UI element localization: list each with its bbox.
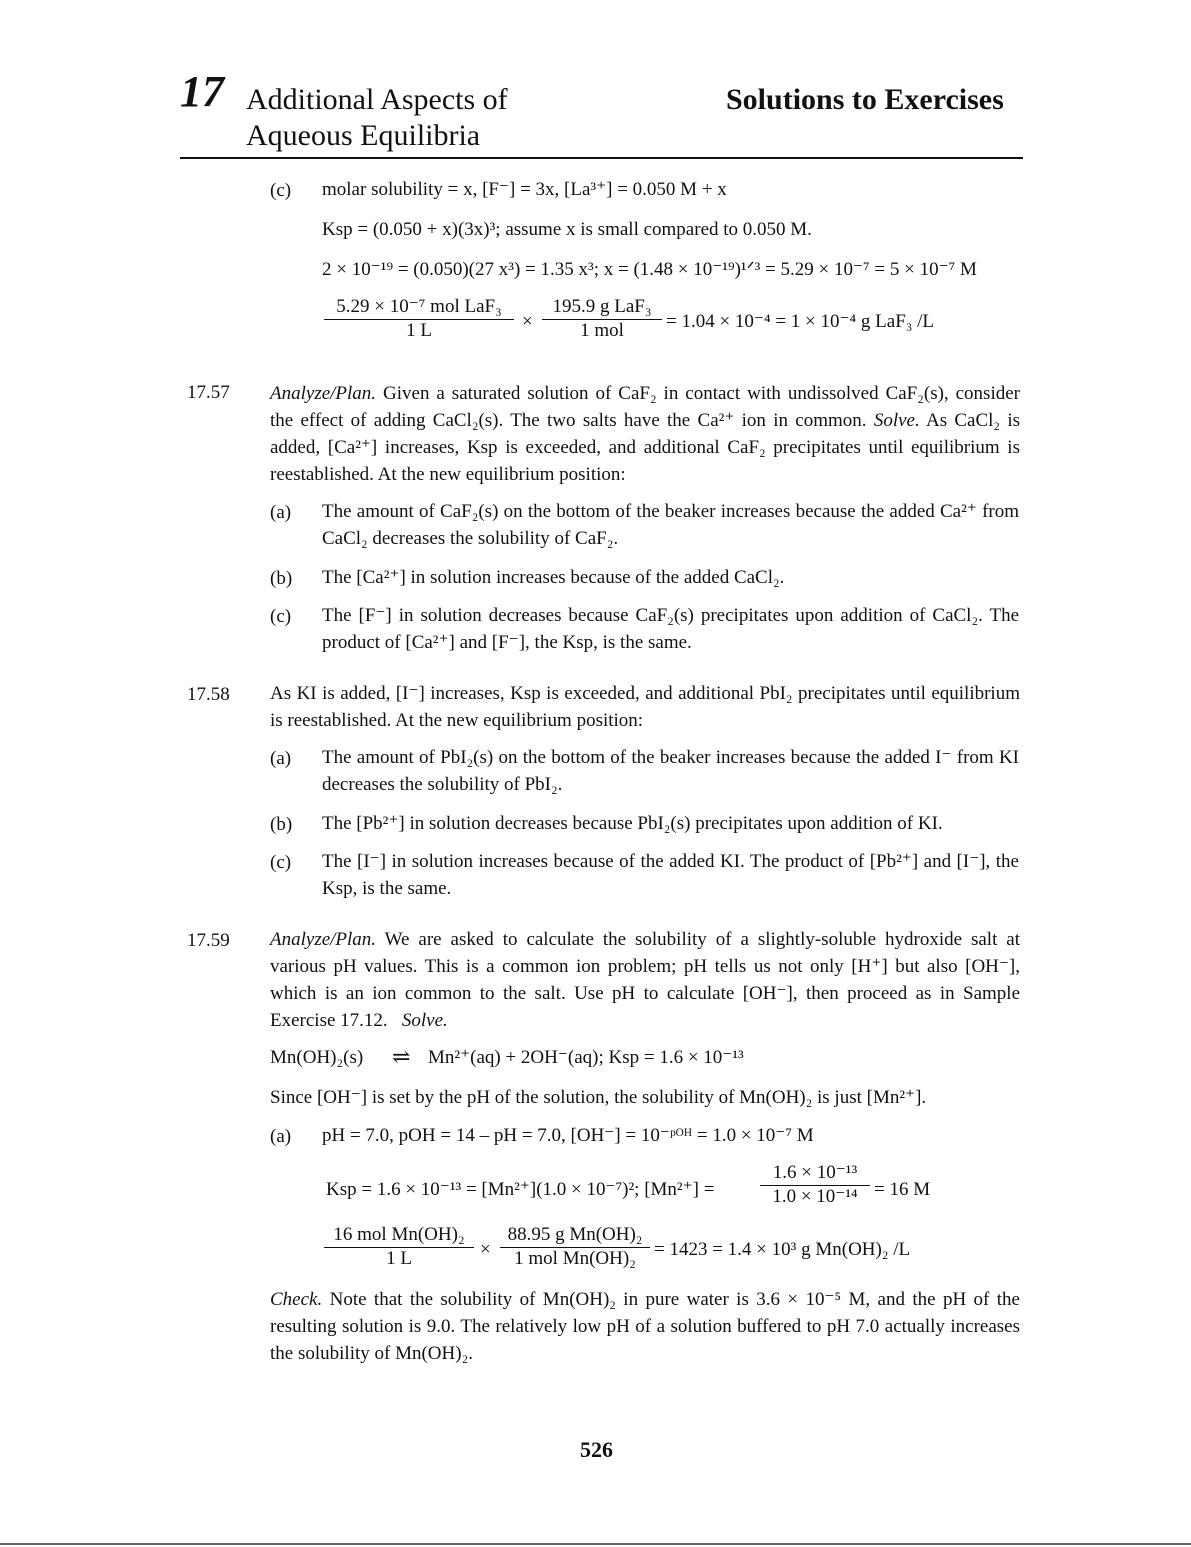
ex57-c-text: The [F⁻] in solution decreases because CaF₂(s) precipitates upon addition of CaCl₂. The product of [Ca²⁺] and [F⁻], the Ksp, is the same. <box>322 605 1019 653</box>
fraction-numerator: 1.6 × 10⁻¹³ <box>760 1162 870 1186</box>
mn-conc-result: = 16 M <box>874 1179 931 1200</box>
fraction-numerator: 88.95 g Mn(OH)₂ <box>500 1224 650 1248</box>
mnoh2-result: = 1423 = 1.4 × 10³ g Mn(OH)₂ /L <box>654 1239 911 1260</box>
ex57-b-label: (b) <box>270 568 293 589</box>
page-number: 526 <box>580 1437 613 1462</box>
ex58-a-label: (a) <box>270 748 292 769</box>
fraction-numerator: 16 mol Mn(OH)₂ <box>324 1224 474 1248</box>
ex57-c-label: (c) <box>270 606 292 627</box>
solve-label: Solve. <box>873 410 920 431</box>
ph-line: pH = 7.0, pOH = 14 – pH = 7.0, [OH⁻] = 10⁻ᵖᴼᴴ = 1.0 × 10⁻⁷ M <box>322 1125 814 1146</box>
equation-left: Mn(OH)₂(s) <box>270 1047 364 1068</box>
solve-label: Solve. <box>401 1010 448 1031</box>
times-sign: × <box>480 1239 491 1260</box>
fraction-mnoh2-mass <box>500 1224 650 1270</box>
fraction-denominator: 1.0 × 10⁻¹⁴ <box>772 1186 858 1207</box>
analyze-plan-label: Analyze/Plan. <box>270 383 377 404</box>
fraction-numerator: 195.9 g LaF₃ <box>542 296 662 320</box>
ex57-intro <box>270 380 1020 488</box>
c-line2: Ksp = (0.050 + x)(3x)³; assume x is small compared to 0.050 M. <box>322 219 812 240</box>
fraction-laf3-moles <box>324 296 514 342</box>
ex58-c-text: The [I⁻] in solution increases because of the added KI. The product of [Pb²⁺] and [I⁻], the Ksp, is the same. <box>322 851 1019 899</box>
header-rule <box>180 157 1023 159</box>
ex57-a-text: The amount of CaF₂(s) on the bottom of the beaker increases because the added Ca²⁺ from CaCl₂ decreases the solubility of CaF₂. <box>322 501 1019 549</box>
c-line1: molar solubility = x, [F⁻] = 3x, [La³⁺] = 0.050 M + x <box>322 179 727 200</box>
ex57-solve-text: As CaCl₂ is added, [Ca²⁺] increases, Ksp is exceeded, and additional CaF₂ precipitates until equilibrium is reestablished. At the new equilibrium position: <box>270 410 1021 485</box>
check-paragraph <box>270 1286 1020 1367</box>
section-title: Solutions to Exercises <box>726 83 1004 116</box>
ex58-b-text: The [Pb²⁺] in solution decreases because PbI₂(s) precipitates upon addition of KI. <box>322 813 943 834</box>
equilibrium-arrow-icon: ⇌ <box>392 1044 411 1069</box>
equation-right: Mn²⁺(aq) + 2OH⁻(aq); Ksp = 1.6 × 10⁻¹³ <box>428 1047 744 1068</box>
exercise-number: 17.57 <box>187 382 230 403</box>
check-label: Check. <box>270 1289 323 1310</box>
laf3-result: = 1.04 × 10⁻⁴ = 1 × 10⁻⁴ g LaF₃ /L <box>666 311 935 332</box>
chapter-title-line1: Additional Aspects of <box>246 83 508 116</box>
ex57-intro-text: Given a saturated solution of CaF₂ in contact with undissolved CaF₂(s), consider the effect of adding CaCl₂(s). The two salts have the Ca²⁺ ion in common. <box>270 383 1020 431</box>
fraction-laf3-mass <box>542 296 662 342</box>
times-sign: × <box>522 311 533 332</box>
fraction-denominator: 1 L <box>406 320 432 341</box>
ksp-line: Ksp = 1.6 × 10⁻¹³ = [Mn²⁺](1.0 × 10⁻⁷)²; [Mn²⁺] = <box>326 1179 715 1200</box>
ex58-a-text: The amount of PbI₂(s) on the bottom of the beaker increases because the added I⁻ from KI decreases the solubility of PbI₂. <box>322 747 1019 795</box>
page-bottom-edge <box>0 1543 1191 1545</box>
fraction-mnoh2-moles <box>324 1224 474 1270</box>
chapter-number: 17 <box>180 67 224 116</box>
ex59-intro <box>270 926 1020 1034</box>
fraction-denominator: 1 L <box>386 1248 412 1269</box>
exercise-number: 17.59 <box>187 930 230 951</box>
c-line3: 2 × 10⁻¹⁹ = (0.050)(27 x³) = 1.35 x³; x = (1.48 × 10⁻¹⁹)¹ᐟ³ = 5.29 × 10⁻⁷ = 5 × 10⁻⁷ M <box>322 259 977 280</box>
c-label: (c) <box>270 180 292 201</box>
check-text: Note that the solubility of Mn(OH)₂ in pure water is 3.6 × 10⁻⁵ M, and the pH of the resulting solution is 9.0. The relatively low pH of a solution buffered to pH 7.0 actually increases the solubility of Mn(OH)₂. <box>270 1289 1020 1364</box>
ex58-intro: As KI is added, [I⁻] increases, Ksp is exceeded, and additional PbI₂ precipitates until equilibrium is reestablished. At the new equilibrium position: <box>270 683 1020 731</box>
ex57-b-text: The [Ca²⁺] in solution increases because of the added CaCl₂. <box>322 567 785 588</box>
fraction-mn-conc <box>760 1162 870 1208</box>
fraction-numerator: 5.29 × 10⁻⁷ mol LaF₃ <box>324 296 514 320</box>
analyze-plan-label: Analyze/Plan. <box>270 929 377 950</box>
exercise-number: 17.58 <box>187 684 230 705</box>
ex58-c-label: (c) <box>270 852 292 873</box>
ex58-b-label: (b) <box>270 814 293 835</box>
fraction-denominator: 1 mol <box>580 320 624 341</box>
since-sentence: Since [OH⁻] is set by the pH of the solution, the solubility of Mn(OH)₂ is just [Mn²⁺]. <box>270 1087 927 1108</box>
ex59-intro-text: We are asked to calculate the solubility of a slightly-soluble hydroxide salt at various pH values. This is a common ion problem; pH tells us not only [H⁺] but also [OH⁻], which is an ion common to the salt. Use pH to calculate [OH⁻], then proceed as in Sample Exercise 17.12. <box>270 929 1020 1031</box>
fraction-denominator: 1 mol Mn(OH)₂ <box>514 1248 636 1269</box>
ex57-a-label: (a) <box>270 502 292 523</box>
ex59-a-label: (a) <box>270 1126 292 1147</box>
chapter-title <box>246 82 508 154</box>
chapter-title-line2: Aqueous Equilibria <box>246 119 481 152</box>
